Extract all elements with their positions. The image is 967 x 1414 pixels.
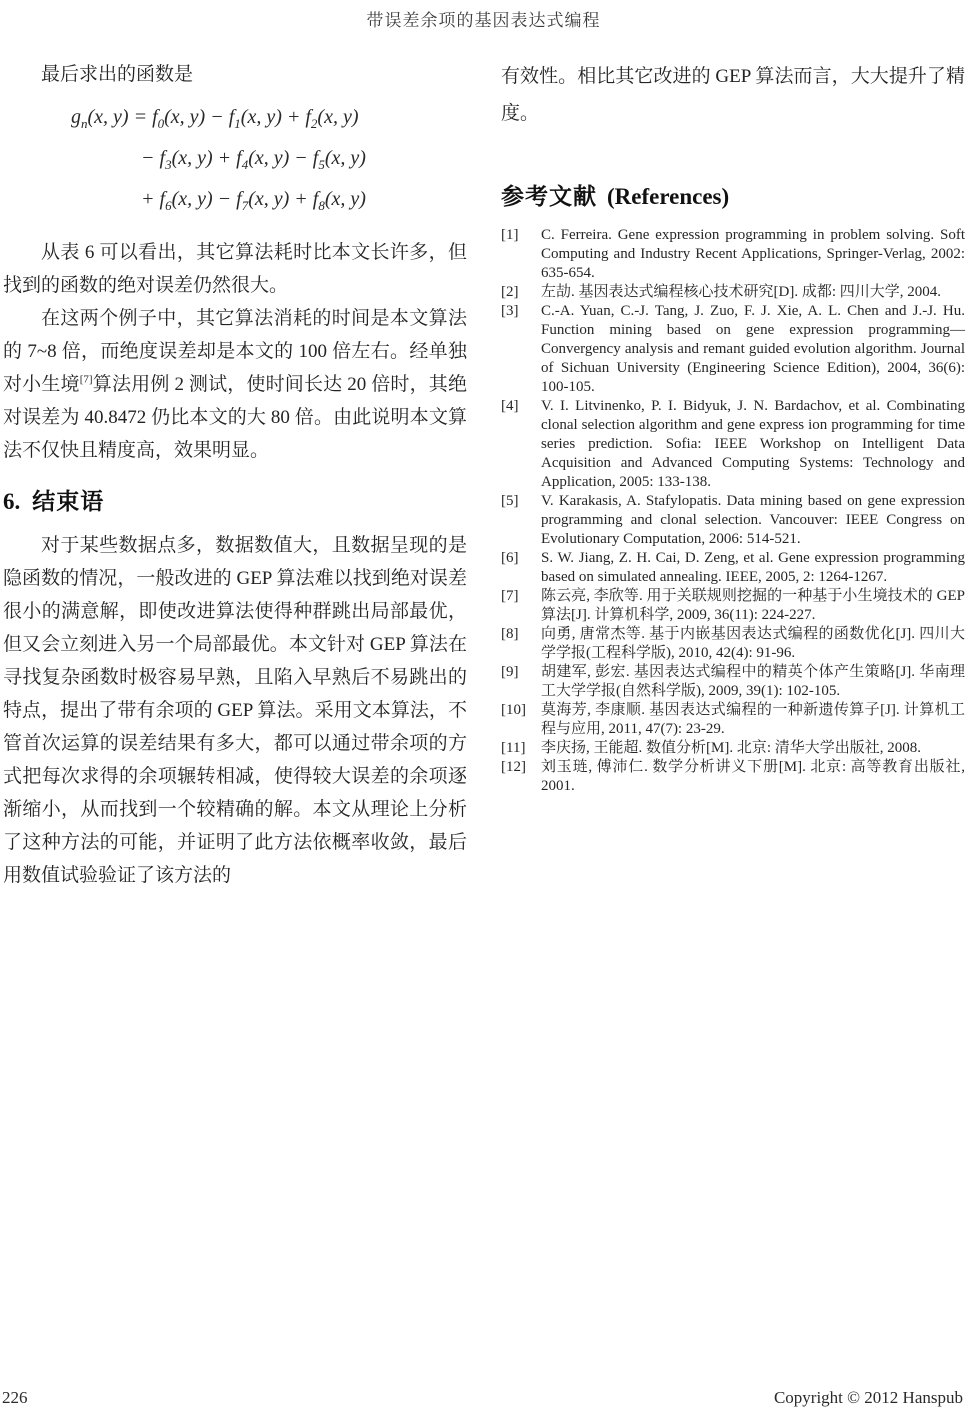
reference-item [501, 226, 965, 283]
reference-text: 左劼. 基因表达式编程核心技术研究[D]. 成都: 四川大学, 2004. [541, 284, 941, 300]
paragraph-results-2 [3, 302, 467, 467]
paragraph-results-1: 从表 6 可以看出，其它算法耗时比本文长许多，但找到的函数的绝对误差仍然很大。 [3, 242, 467, 296]
reference-number: [5] [501, 493, 519, 509]
citation-superscript-7: [7] [79, 373, 93, 386]
page-number: 226 [2, 1388, 28, 1407]
section-title: 结束语 [32, 488, 105, 514]
reference-text: 胡建军, 彭宏. 基因表达式编程中的精英个体产生策略[J]. 华南理工大学学报(自然科学版), 2009, 39(1): 102-105. [541, 664, 965, 699]
reference-text: S. W. Jiang, Z. H. Cai, D. Zeng, et al. Gene expression programming based on simulated annealing. IEEE, 2005, 2: 1264-1267. [541, 550, 965, 585]
reference-text: 李庆扬, 王能超. 数值分析[M]. 北京: 清华大学出版社, 2008. [541, 740, 921, 756]
reference-number: [12] [501, 759, 526, 775]
reference-item [501, 663, 965, 701]
reference-number: [10] [501, 702, 526, 718]
reference-item [501, 549, 965, 587]
copyright-notice: Copyright © 2012 Hanspub [773, 1388, 963, 1407]
reference-text: 陈云亮, 李欣等. 用于关联规则挖掘的一种基于小生境技术的 GEP 算法[J]. 计算机科学, 2009, 36(11): 224-227. [541, 588, 965, 623]
reference-text: 莫海芳, 李康顺. 基因表达式编程的一种新遗传算子[J]. 计算机工程与应用, 2011, 47(7): 23-29. [541, 702, 965, 737]
references-heading-en: (References) [607, 184, 730, 209]
reference-item [501, 302, 965, 397]
reference-item [501, 701, 965, 739]
reference-item [501, 397, 965, 492]
reference-item [501, 739, 965, 758]
references-heading-zh: 参考文献 [501, 183, 597, 209]
two-column-layout [3, 58, 965, 892]
paragraph-results-2-part2: 算法用例 2 测试，使时间长达 20 倍时，其绝对误差为 40.8472 仍比本文的大 80 倍。由此说明本文算法不仅快且精度高，效果明显。 [3, 374, 467, 461]
reference-item [501, 492, 965, 549]
intro-line: 最后求出的函数是 [41, 64, 194, 85]
reference-text: C.-A. Yuan, C.-J. Tang, J. Zuo, F. J. Xie, A. L. Chen and J.-J. Hu. Function mining based on gene expression programming—Convergency analysis and remant guided evolution algorithm. Journal of Sichuan University (Engineering Science Edition), 2004, 36(6): 100-105. [541, 303, 965, 395]
reference-text: 刘玉琏, 傅沛仁. 数学分析讲义下册[M]. 北京: 高等教育出版社, 2001. [541, 759, 965, 794]
reference-item [501, 625, 965, 663]
references-list [501, 226, 965, 796]
equation-line-3: + $f_6(x$, $y) - f_7(x$, $y) + f_8(x$, y) [141, 188, 366, 213]
equation-line-2: − $f_3(x$, $y) + f_4(x$, $y) - f_5(x$, y) [141, 147, 366, 172]
running-head-title: 带误差余项的基因表达式编程 [366, 11, 601, 30]
right-column [501, 58, 965, 892]
reference-number: [6] [501, 550, 519, 566]
references-heading [501, 178, 965, 211]
reference-text: V. Karakasis, A. Stafylopatis. Data mining based on gene expression programming and clonal selection. Vancouver: IEEE Congress on Evolutionary Computation, 2006: 514-521. [541, 493, 965, 547]
left-column [3, 58, 467, 892]
equation-line-1: $g_n(x$, $y) = f_0(x$, $y) - f_1(x$, $y) + f_2(x$, y) [71, 106, 359, 131]
section-heading-conclusion [3, 483, 467, 516]
reference-text: V. I. Litvinenko, P. I. Bidyuk, J. N. Bardachov, et al. Combinating clonal selection algorithm and gene express ion programming for time series prediction. Sofia: IEEE Workshop on Intelligent Data Acquisition and Advanced Computing Systems: Technology and Application, 2005: 133-138. [541, 398, 965, 490]
reference-number: [9] [501, 664, 519, 680]
section-number: 6. [3, 489, 21, 514]
reference-text: C. Ferreira. Gene expression programming in problem solving. Soft Computing and Industry Recent Applications, Springer-Verlag, 2002: 635-654. [541, 227, 965, 281]
reference-number: [3] [501, 303, 519, 319]
paragraph-conclusion: 对于某些数据点多，数据数值大，且数据呈现的是隐函数的情况，一般改进的 GEP 算法难以找到绝对误差很小的满意解，即使改进算法使得种群跳出局部最优，但又会立刻进入另一个局部最优。本文针对 GEP 算法在寻找复杂函数时极容易早熟，且陷入早熟后不易跳出的特点，提出了带有余项的 GEP 算法。采用文本算法，不管首次运算的误差结果有多大，都可以通过带余项的方式把每次求得的余项辗转相减，使得较大误差的余项逐渐缩小，从而找到一个较精确的解。本文从理论上分析了这种方法的可能，并证明了此方法依概率收敛，最后用数值试验验证了该方法的 [3, 535, 467, 886]
reference-number: [1] [501, 227, 519, 243]
equation-block [3, 100, 467, 223]
reference-text: 向勇, 唐常杰等. 基于内嵌基因表达式编程的函数优化[J]. 四川大学学报(工程科学版), 2010, 42(4): 91-96. [541, 626, 965, 661]
reference-item [501, 587, 965, 625]
reference-number: [4] [501, 398, 519, 414]
paragraph-conclusion-overflow: 有效性。相比其它改进的 GEP 算法而言，大大提升了精度。 [501, 66, 965, 124]
reference-number: [11] [501, 740, 526, 756]
reference-item [501, 758, 965, 796]
reference-number: [8] [501, 626, 519, 642]
paragraph-results-2-part1: 在这两个例子中，其它算法消耗的时间是本文算法的 7~8 倍，而绝度误差却是本文的 100 倍左右。经单独对小生境 [3, 308, 467, 395]
reference-item [501, 283, 965, 302]
reference-number: [7] [501, 588, 519, 604]
reference-number: [2] [501, 284, 519, 300]
